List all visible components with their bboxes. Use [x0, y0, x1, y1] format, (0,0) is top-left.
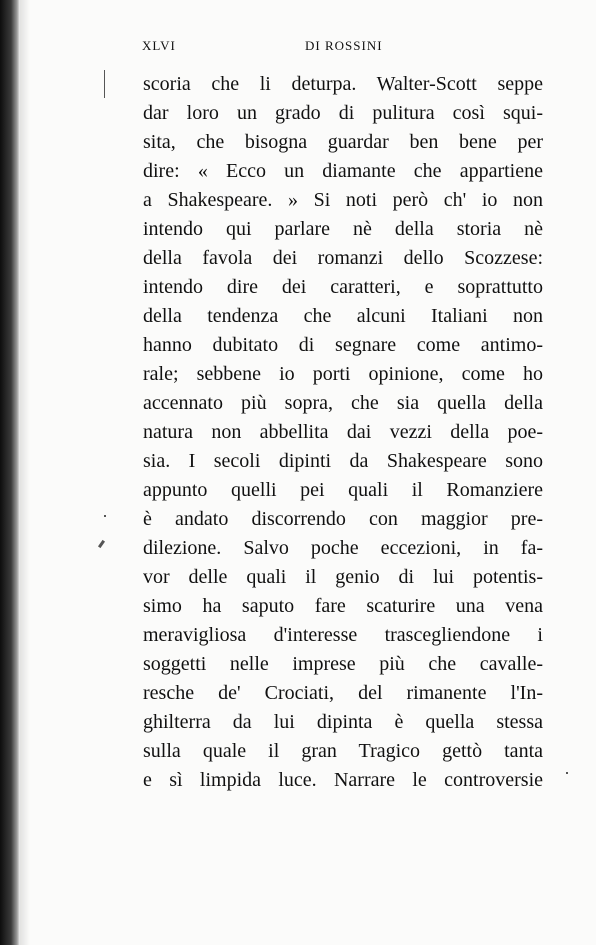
text-line: accennato più sopra, che sia quella della	[143, 392, 543, 414]
margin-mark	[104, 515, 106, 517]
binding-edge	[0, 0, 20, 945]
page-number: XLVI	[142, 38, 176, 53]
text-line: della favola dei romanzi dello Scozzese:	[143, 247, 543, 269]
text-line: simo ha saputo fare scaturire una vena	[143, 595, 543, 617]
body-text	[143, 70, 543, 795]
text-line: e sì limpida luce. Narrare le controversie	[143, 769, 543, 791]
text-line: resche de' Crociati, del rimanente l'In-	[143, 682, 543, 704]
running-head	[142, 38, 542, 60]
text-line: della tendenza che alcuni Italiani non	[143, 305, 543, 327]
text-line: sita, che bisogna guardar ben bene per	[143, 131, 543, 153]
text-line: soggetti nelle imprese più che cavalle-	[143, 653, 543, 675]
margin-mark	[104, 70, 105, 98]
text-line: natura non abbellita dai vezzi della poe-	[143, 421, 543, 443]
text-line: dar loro un grado di pulitura così squi-	[143, 102, 543, 124]
text-line: intendo qui parlare nè della storia nè	[143, 218, 543, 240]
text-line: ghilterra da lui dipinta è quella stessa	[143, 711, 543, 733]
text-line: sia. I secoli dipinti da Shakespeare sono	[143, 450, 543, 472]
text-line: dilezione. Salvo poche eccezioni, in fa-	[143, 537, 543, 559]
text-line: rale; sebbene io porti opinione, come ho	[143, 363, 543, 385]
text-line: sulla quale il gran Tragico gettò tanta	[143, 740, 543, 762]
text-line: a Shakespeare. » Si noti però ch' io non	[143, 189, 543, 211]
text-line: vor delle quali il genio di lui potentis-	[143, 566, 543, 588]
text-line: dire: « Ecco un diamante che appartiene	[143, 160, 543, 182]
text-line: è andato discorrendo con maggior pre-	[143, 508, 543, 530]
running-title: DI ROSSINI	[305, 38, 383, 53]
text-line: scoria che li deturpa. Walter-Scott seppe	[143, 73, 543, 95]
margin-mark	[98, 540, 105, 548]
text-line: meravigliosa d'interesse trascegliendone i	[143, 624, 543, 646]
text-line: intendo dire dei caratteri, e soprattutto	[143, 276, 543, 298]
text-line: appunto quelli pei quali il Romanziere	[143, 479, 543, 501]
margin-mark	[566, 772, 568, 774]
binding-shadow	[20, 0, 30, 945]
text-line: hanno dubitato di segnare come antimo-	[143, 334, 543, 356]
